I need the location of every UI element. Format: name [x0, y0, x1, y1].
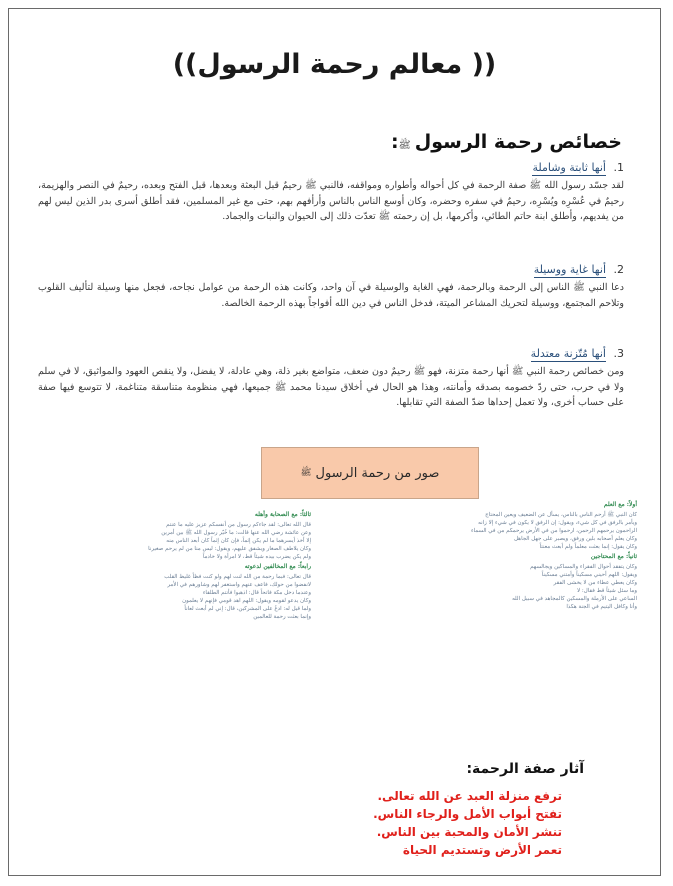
images-section-box — [261, 447, 479, 499]
item-text: لقد جسّد رسول الله ﷺ صفة الرحمة في كل أحواله وأطواره ومواقفه، فالنبي ﷺ رحيمٌ قبل البعثة وبعدها، قبل الفتح وبعده، رحيمٌ في النصر والهزيمة، رحيمٌ في عُسْرِه ويُسْرِه، رحيمٌ في سفره وحضره، وكان أوسع الناس بالناس وأرأفهم بهم، حتى مع غير المسلمين، فقد أطلق أسرى بدر الذين ليس لهم من يفديهم، وأطلق ابنة حاتم الطائي، وأكرمها، بل إن رحمته ﷺ تعدّت ذلك إلى الحيوان والنبات والجماد. — [38, 180, 624, 222]
item-text: ومن خصائص رحمة النبي ﷺ أنها رحمة متزنة، فهو ﷺ رحيمٌ دون ضعف، متواضع بغير ذلة، وهي عادلة، لا يفضل، ولا ينقص العهود والمواثيق، لا في سلم ولا في حرب، حتى ردّ خصومه بصدقه وأمانته، وهذا هو الحال في أخلاق سيدنا محمد ﷺ جميعها، فهي منظومة متناسقة متناغمة، لا تتوسع فيها صفة على حساب أخرى، ولا تعمل إحداها ضدّ الصفة التي تقابلها. — [38, 366, 624, 408]
honorific-mark: ﷺ — [398, 140, 411, 151]
thumb-line: وكان يعطي عطاء من لا يخشى الفقر — [553, 580, 637, 586]
thumb-line: وعن عائشة رضي الله عنها قالت: ما خُيّر رسول الله ﷺ بين أمرين — [161, 530, 311, 536]
embedded-page-image-left — [25, 509, 311, 715]
effect-item: ترفع منزلة العبد عن الله تعالى. — [377, 789, 562, 803]
item-heading — [38, 161, 624, 174]
effect-item: تعمر الأرض وتستديم الحياة — [402, 843, 562, 857]
thumb-heading: أولاً: مع العلم — [603, 501, 637, 508]
section-heading: خصائص رحمة الرسولﷺ: — [391, 131, 622, 153]
thumb-line: ويأمر بالرفق في كل شيء، ويقول: إن الرفق لا يكون في شيء إلا زانه — [478, 520, 637, 526]
thumb-line: وكان يقول: إنما بعثت معلماً ولم أبعث معنتاً — [539, 544, 637, 550]
thumb-heading: ثانياً: مع المحتاجين — [590, 553, 637, 560]
honorific-mark: ﷺ — [300, 468, 312, 478]
thumb-line: وعندما دخل مكة فاتحاً قال: اذهبوا فأنتم الطلقاء — [202, 590, 311, 596]
section-heading-text: خصائص رحمة الرسول — [414, 131, 622, 153]
effects-heading: آثار صفة الرحمة: — [466, 761, 584, 777]
thumb-line: كان النبي ﷺ أرحم الناس بالناس، يسأل عن الضعيف ويعين المحتاج — [485, 512, 637, 518]
thumb-line: وكان يعلم أصحابه بلين ورفق، ويصبر على جهل الجاهل — [514, 536, 637, 542]
thumb-heading: ثالثاً: مع الصحابة وأهله — [254, 511, 311, 518]
thumb-line: قال تعالى: فبما رحمة من الله لنت لهم ولو كنت فظاً غليظ القلب — [164, 574, 311, 580]
characteristic-item-3 — [38, 347, 624, 411]
thumb-line: وكان يلاطف الصغار ويشفق عليهم، ويقول: ليس منا من لم يرحم صغيرنا — [148, 546, 311, 552]
embedded-page-image-right — [407, 499, 637, 715]
thumb-line: إلا أخذ أيسرهما ما لم يكن إثماً، فإن كان إثماً كان أبعد الناس منه — [166, 538, 311, 544]
item-label: أنها ثابتة وشاملة — [532, 161, 606, 174]
thumb-line: ولما قيل له: ادعُ على المشركين، قال: إني لم أبعث لعاناً — [184, 606, 311, 612]
characteristic-item-1 — [38, 161, 624, 225]
thumb-line: ويقول: اللهم أحيني مسكيناً وأمتني مسكيناً — [541, 572, 637, 578]
item-text: دعا النبي ﷺ الناس إلى الرحمة وبالرحمة، فهي الغاية والوسيلة في آن واحد، وكانت هذه الرحمة من عوامل نجاحه، فجعل منها وسيلة لتأليف القلوب وتلاحم المجتمع، ووسيلة لتحريك المشاعر الميتة، فدخل الناس في دين الله أفواجاً بهذه الرحمة الخالصة. — [38, 282, 624, 309]
item-number: 3. — [613, 347, 624, 360]
thumb-line: وأنا وكافل اليتيم في الجنة هكذا — [566, 604, 637, 610]
thumb-line: وما سئل شيئاً قط فقال: لا — [577, 588, 637, 594]
thumb-line: وإنما بعثت رحمة للعالمين — [253, 614, 311, 620]
effect-item: تنشر الأمان والمحبة بين الناس. — [376, 825, 562, 839]
thumb-line: الساعي على الأرملة والمسكين كالمجاهد في سبيل الله — [512, 596, 637, 602]
thumb-line: وكان يدعو لقومه ويقول: اللهم اهد قومي فإنهم لا يعلمون — [182, 598, 311, 604]
document-page — [8, 8, 661, 876]
item-heading — [38, 263, 624, 276]
effect-item: تفتح أبواب الأمل والرجاء الناس. — [373, 807, 562, 821]
thumb-heading: رابعاً: مع المخالفين لدعوته — [244, 563, 311, 570]
thumb-line: وكان يتفقد أحوال الفقراء والمساكين ويجالسهم — [530, 564, 637, 570]
thumb-line: قال الله تعالى: لقد جاءكم رسول من أنفسكم عزيز عليه ما عنتم — [166, 522, 311, 528]
characteristic-item-2 — [38, 263, 624, 311]
images-box-label: صور من رحمة الرسول — [315, 465, 440, 481]
effects-list — [373, 787, 562, 859]
thumb-line: لانفضوا من حولك، فاعف عنهم واستغفر لهم وشاورهم في الأمر — [167, 582, 311, 588]
item-label: أنها مُتّزنة معتدلة — [530, 347, 606, 360]
thumb-line: الراحمون يرحمهم الرحمن، ارحموا من في الأرض يرحمكم من في السماء — [470, 528, 637, 534]
item-label: أنها غاية ووسيلة — [533, 263, 606, 276]
item-number: 2. — [613, 263, 624, 276]
document-title: (( معالم رحمة الرسول)) — [172, 49, 497, 80]
item-number: 1. — [613, 161, 624, 174]
item-heading — [38, 347, 624, 360]
thumb-line: ولم يكن يضرب بيده شيئاً قط، لا امرأة ولا خادماً — [202, 554, 311, 560]
